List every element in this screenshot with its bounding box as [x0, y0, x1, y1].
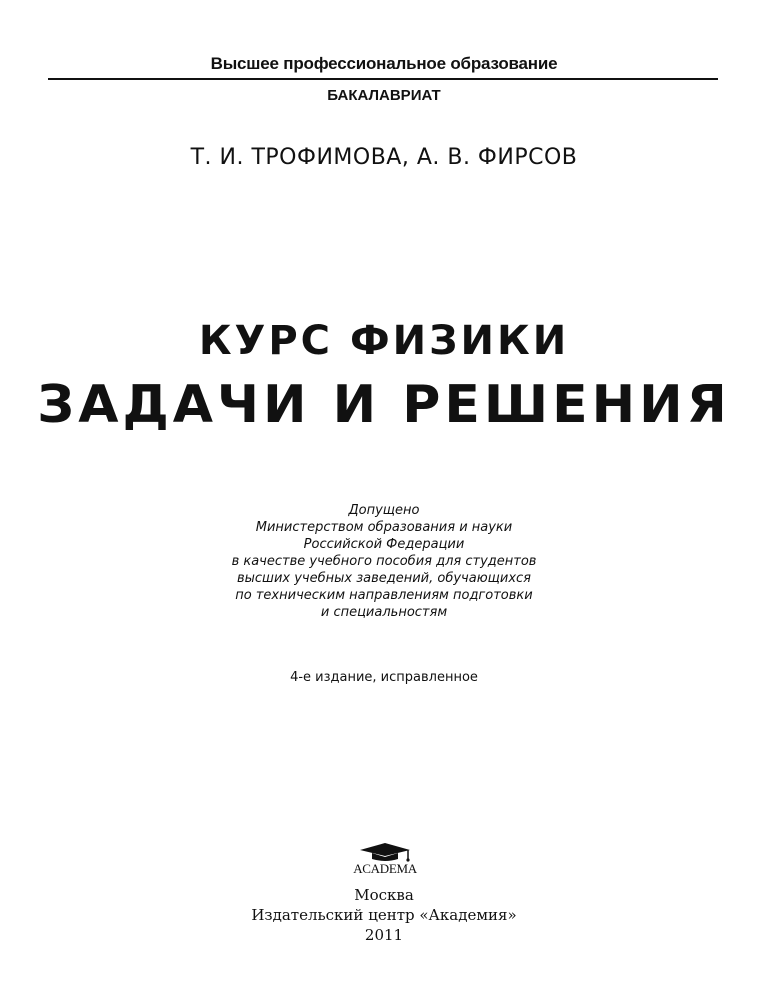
- approval-line: в качестве учебного пособия для студентов: [231, 554, 537, 569]
- publication-year: 2011: [364, 926, 404, 944]
- approval-statement: [0, 502, 768, 621]
- approval-line: по техническим направлениям подготовки: [235, 588, 533, 603]
- approval-line: высших учебных заведений, обучающихся: [236, 571, 532, 586]
- book-title-line2: ЗАДАЧИ И РЕШЕНИЯ: [37, 375, 731, 435]
- mortarboard-icon: [356, 842, 414, 862]
- series-title: Высшее профессиональное образование: [210, 54, 558, 73]
- approval-line: Министерством образования и науки: [255, 520, 513, 535]
- education-level: БАКАЛАВРИАТ: [327, 87, 441, 104]
- approval-line: и специальностям: [320, 605, 448, 620]
- publisher-logo: [340, 842, 430, 878]
- logo-text: ACADEMA: [353, 861, 417, 876]
- header-divider: [48, 78, 718, 80]
- book-title-line1: КУРС ФИЗИКИ: [198, 318, 570, 364]
- publisher-name: Издательский центр «Академия»: [251, 906, 517, 924]
- approval-line: Допущено: [348, 503, 420, 518]
- publisher-city: Москва: [354, 886, 414, 904]
- edition-note: 4-е издание, исправленное: [290, 670, 478, 685]
- imprint: [0, 885, 768, 945]
- authors: Т. И. ТРОФИМОВА, А. В. ФИРСОВ: [190, 145, 578, 170]
- approval-line: Российской Федерации: [303, 537, 465, 552]
